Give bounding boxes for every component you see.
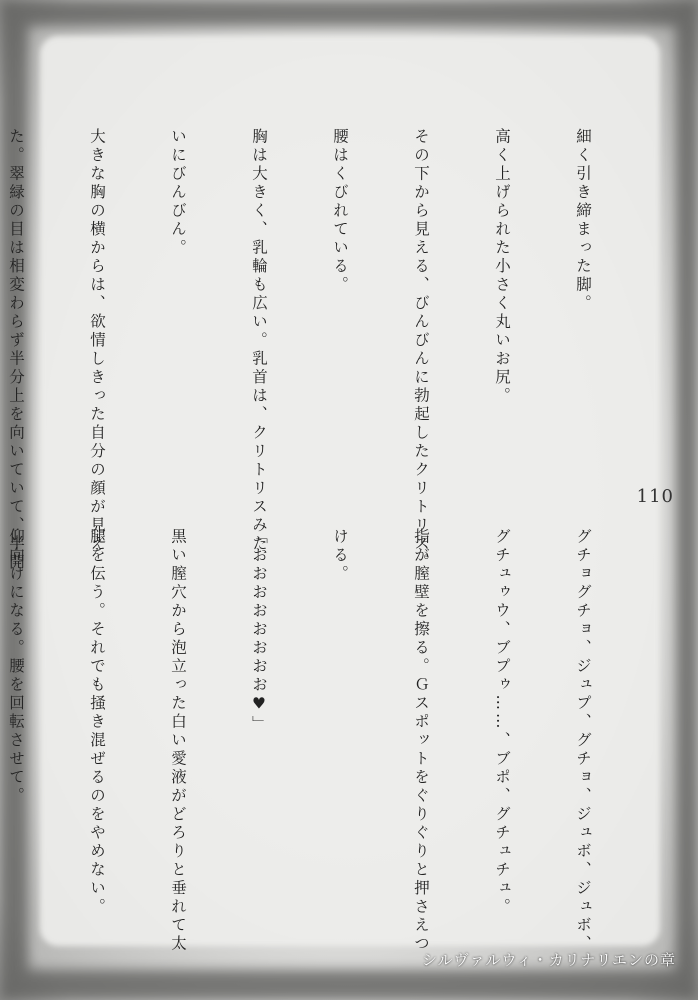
- text-line: その下から見える、びんびんに勃起したクリトリス。: [412, 128, 430, 572]
- text-line: ける。: [331, 528, 349, 584]
- text-line: 胸は大きく、乳輪も広い。乳首は、クリトリスみた: [250, 128, 268, 554]
- page-number: 110: [636, 486, 674, 507]
- text-line: 細く引き締まった脚。: [574, 128, 592, 313]
- text-line: グチュゥウ、ブプゥ……、ブポ、グチュチュ。: [493, 528, 511, 917]
- text-line: 腿を伝う。それでも掻き混ぜるのをやめない。: [88, 528, 106, 917]
- text-line: 指が膣壁を擦る。Ｇスポットをぐりぐりと押さえつ: [412, 528, 430, 954]
- text-line: 仰向けになる。腰を回転させて。: [7, 528, 25, 806]
- text-line: グチョグチョ、ジュプ、グチョ、ジュボ、ジュボ、: [574, 528, 592, 954]
- text-line: 高く上げられた小さく丸いお尻。: [493, 128, 511, 406]
- text-line: 大きな胸の横からは、欲情しきった自分の顔が見え: [88, 128, 106, 554]
- text-line: 黒い膣穴から泡立った白い愛液がどろりと垂れて太: [169, 528, 187, 954]
- text-line: 「おおおおおおおお♥」: [250, 528, 268, 734]
- text-line: いにびんびん。: [169, 128, 187, 258]
- text-line: た。翠緑の目は相変わらず半分上を向いていて、半開: [7, 128, 25, 572]
- lower-text-block: [0, 528, 650, 954]
- chapter-title: シルヴァルウィ・カリナリエンの章: [422, 951, 676, 969]
- text-line: 腰はくびれている。: [331, 128, 349, 295]
